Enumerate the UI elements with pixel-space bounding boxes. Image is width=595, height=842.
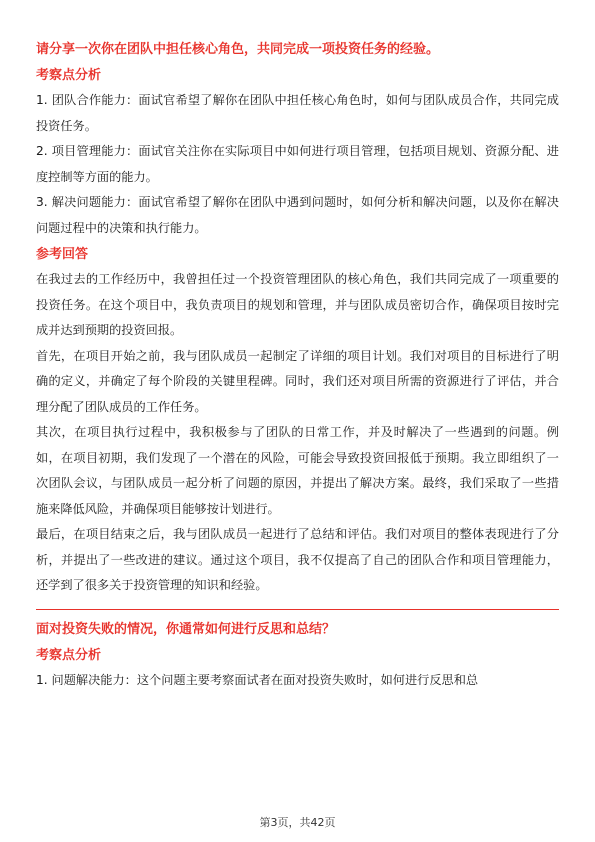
answer-paragraph-2: 首先，在项目开始之前，我与团队成员一起制定了详细的项目计划。我们对项目的目标进行了明确的定义，并确定了每个阶段的关键里程碑。同时，我们还对项目所需的资源进行了评估，并合理分配了团队成员的工作任务。 [36,348,559,414]
answer-paragraph-1: 在我过去的工作经历中，我曾担任过一个投资管理团队的核心角色，我们共同完成了一项重要的投资任务。在这个项目中，我负责项目的规划和管理，并与团队成员密切合作，确保项目按时完成并达到预期的投资回报。 [36,272,559,337]
question-2-title: 面对投资失败的情况，你通常如何进行反思和总结？ [36,621,336,637]
analysis-item-3: 3. 解决问题能力：面试官希望了解你在团队中遇到问题时，如何分析和解决问题，以及你在解决问题过程中的决策和执行能力。 [36,195,559,235]
answer-paragraph-3: 其次，在项目执行过程中，我积极参与了团队的日常工作，并及时解决了一些遇到的问题。例如，在项目初期，我们发现了一个潜在的风险，可能会导致投资回报低于预期。我立即组织了一次团队会议，与团队成员一起分析了问题的原因，并提出了解决方案。最终，我们采取了一些措施来降低风险，并确保项目能够按计划进行。 [36,425,559,516]
page-number-footer: 第3页，共42页 [259,816,336,829]
analysis-item-2: 2. 项目管理能力：面试官关注你在实际项目中如何进行项目管理，包括项目规划、资源分配、进度控制等方面的能力。 [36,144,559,184]
answer-paragraph-4: 最后，在项目结束之后，我与团队成员一起进行了总结和评估。我们对项目的整体表现进行了分析，并提出了一些改进的建议。通过这个项目，我不仅提高了自己的团队合作和项目管理能力，还学到了很多关于投资管理的知识和经验。 [36,527,559,592]
question-1-answer-heading: 参考回答 [36,247,89,262]
section-divider [36,609,559,610]
question-1-analysis-heading: 考察点分析 [36,68,102,83]
analysis-item-1: 1. 团队合作能力：面试官希望了解你在团队中担任核心角色时，如何与团队成员合作，共同完成投资任务。 [36,93,559,133]
page-content [36,38,559,693]
question-1-title: 请分享一次你在团队中担任核心角色，共同完成一项投资任务的经验。 [36,42,440,57]
question-2-analysis-heading: 考察点分析 [36,647,102,663]
question-2-analysis-item-1: 1. 问题解决能力：这个问题主要考察面试者在面对投资失败时，如何进行反思和总 [36,672,479,687]
